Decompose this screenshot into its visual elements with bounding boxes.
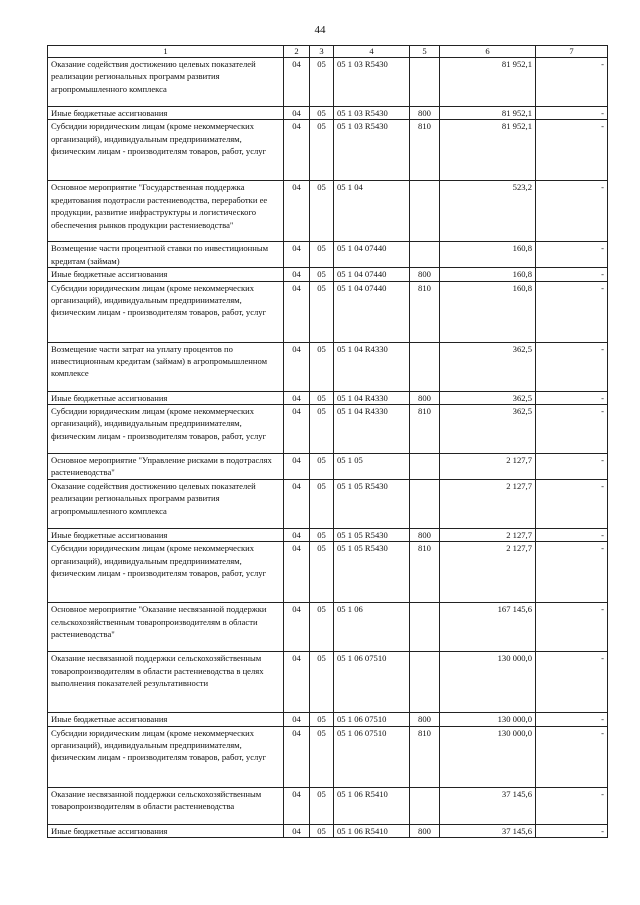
amount-value: 81 952,1 [440,107,536,120]
row-description: Иные бюджетные ассигнования [48,268,284,281]
amount-value: 130 000,0 [440,713,536,726]
column-7-value: - [536,542,608,603]
column-7-value: - [536,479,608,528]
amount-value: 81 952,1 [440,58,536,107]
column-header: 2 [284,46,310,58]
section-code: 04 [284,120,310,181]
expense-type-code: 810 [410,281,440,342]
amount-value: 167 145,6 [440,603,536,652]
table-row [48,652,608,713]
header-row [48,46,608,58]
amount-value: 130 000,0 [440,726,536,787]
column-7-value: - [536,342,608,391]
table-row [48,391,608,404]
target-article-code: 05 1 06 R5410 [334,824,410,837]
table-row [48,268,608,281]
subsection-code: 05 [310,242,334,268]
subsection-code: 05 [310,454,334,480]
amount-value: 37 145,6 [440,787,536,824]
column-7-value: - [536,391,608,404]
table-row [48,454,608,480]
section-code: 04 [284,107,310,120]
subsection-code: 05 [310,281,334,342]
amount-value: 2 127,7 [440,528,536,541]
amount-value: 160,8 [440,268,536,281]
column-header: 4 [334,46,410,58]
column-7-value: - [536,603,608,652]
column-header: 3 [310,46,334,58]
expense-type-code [410,242,440,268]
row-description: Возмещение части затрат на уплату процентов по инвестиционным кредитам (займам) в агропромышленном комплексе [48,342,284,391]
target-article-code: 05 1 04 07440 [334,242,410,268]
column-7-value: - [536,181,608,242]
section-code: 04 [284,268,310,281]
expense-type-code: 810 [410,726,440,787]
target-article-code: 05 1 03 R5430 [334,58,410,107]
expense-type-code [410,787,440,824]
expense-type-code [410,181,440,242]
target-article-code: 05 1 05 R5430 [334,542,410,603]
section-code: 04 [284,652,310,713]
column-header: 5 [410,46,440,58]
expense-type-code [410,652,440,713]
section-code: 04 [284,479,310,528]
page-number: 44 [314,24,326,36]
section-code: 04 [284,528,310,541]
subsection-code: 05 [310,528,334,541]
table-row [48,120,608,181]
target-article-code: 05 1 05 R5430 [334,479,410,528]
subsection-code: 05 [310,652,334,713]
target-article-code: 05 1 05 [334,454,410,480]
table-row [48,528,608,541]
row-description: Основное мероприятие "Оказание несвязанной поддержки сельскохозяйственным товаропроизводителям в области растениеводства" [48,603,284,652]
expense-type-code [410,479,440,528]
column-7-value: - [536,281,608,342]
expense-type-code: 810 [410,405,440,454]
row-description: Иные бюджетные ассигнования [48,107,284,120]
expense-type-code: 800 [410,528,440,541]
amount-value: 2 127,7 [440,479,536,528]
column-header: 6 [440,46,536,58]
target-article-code: 05 1 04 R4330 [334,405,410,454]
expense-type-code [410,603,440,652]
target-article-code: 05 1 04 07440 [334,268,410,281]
subsection-code: 05 [310,268,334,281]
subsection-code: 05 [310,542,334,603]
expense-type-code: 800 [410,391,440,404]
amount-value: 37 145,6 [440,824,536,837]
target-article-code: 05 1 05 R5430 [334,528,410,541]
section-code: 04 [284,542,310,603]
target-article-code: 05 1 04 R4330 [334,342,410,391]
table-row [48,342,608,391]
table-row [48,281,608,342]
column-7-value: - [536,713,608,726]
row-description: Основное мероприятие "Управление рисками в подотраслях растениеводства" [48,454,284,480]
amount-value: 523,2 [440,181,536,242]
subsection-code: 05 [310,181,334,242]
amount-value: 160,8 [440,242,536,268]
column-7-value: - [536,120,608,181]
table-body [48,58,608,838]
amount-value: 160,8 [440,281,536,342]
column-7-value: - [536,824,608,837]
expense-type-code: 810 [410,120,440,181]
target-article-code: 05 1 03 R5430 [334,107,410,120]
section-code: 04 [284,726,310,787]
column-7-value: - [536,268,608,281]
target-article-code: 05 1 06 R5410 [334,787,410,824]
subsection-code: 05 [310,405,334,454]
subsection-code: 05 [310,713,334,726]
row-description: Субсидии юридическим лицам (кроме некоммерческих организаций), индивидуальным предпринимателям, физическим лицам - производителям товаров, работ, услуг [48,542,284,603]
column-header: 1 [48,46,284,58]
row-description: Субсидии юридическим лицам (кроме некоммерческих организаций), индивидуальным предпринимателям, физическим лицам - производителям товаров, работ, услуг [48,120,284,181]
section-code: 04 [284,391,310,404]
budget-table [47,45,608,838]
table-row [48,181,608,242]
amount-value: 130 000,0 [440,652,536,713]
column-7-value: - [536,787,608,824]
table-row [48,542,608,603]
row-description: Субсидии юридическим лицам (кроме некоммерческих организаций), индивидуальным предпринимателям, физическим лицам - производителям товаров, работ, услуг [48,726,284,787]
target-article-code: 05 1 06 07510 [334,652,410,713]
subsection-code: 05 [310,479,334,528]
table-row [48,58,608,107]
target-article-code: 05 1 06 07510 [334,713,410,726]
expense-type-code [410,342,440,391]
section-code: 04 [284,454,310,480]
table-row [48,713,608,726]
subsection-code: 05 [310,58,334,107]
section-code: 04 [284,603,310,652]
subsection-code: 05 [310,726,334,787]
row-description: Оказание содействия достижению целевых показателей реализации региональных программ развития агропромышленного комплекса [48,479,284,528]
row-description: Возмещение части процентной ставки по инвестиционным кредитам (займам) [48,242,284,268]
subsection-code: 05 [310,120,334,181]
column-7-value: - [536,726,608,787]
column-7-value: - [536,107,608,120]
table-row [48,603,608,652]
section-code: 04 [284,181,310,242]
section-code: 04 [284,58,310,107]
subsection-code: 05 [310,603,334,652]
target-article-code: 05 1 04 R4330 [334,391,410,404]
table-row [48,242,608,268]
expense-type-code: 810 [410,542,440,603]
subsection-code: 05 [310,342,334,391]
target-article-code: 05 1 06 07510 [334,726,410,787]
row-description: Иные бюджетные ассигнования [48,713,284,726]
section-code: 04 [284,281,310,342]
subsection-code: 05 [310,107,334,120]
table-row [48,107,608,120]
row-description: Иные бюджетные ассигнования [48,824,284,837]
expense-type-code: 800 [410,107,440,120]
section-code: 04 [284,405,310,454]
expense-type-code [410,454,440,480]
amount-value: 362,5 [440,391,536,404]
target-article-code: 05 1 04 07440 [334,281,410,342]
section-code: 04 [284,787,310,824]
expense-type-code [410,58,440,107]
section-code: 04 [284,713,310,726]
row-description: Иные бюджетные ассигнования [48,528,284,541]
column-7-value: - [536,454,608,480]
row-description: Оказание содействия достижению целевых показателей реализации региональных программ развития агропромышленного комплекса [48,58,284,107]
table-row [48,405,608,454]
amount-value: 81 952,1 [440,120,536,181]
row-description: Иные бюджетные ассигнования [48,391,284,404]
amount-value: 362,5 [440,405,536,454]
expense-type-code: 800 [410,824,440,837]
subsection-code: 05 [310,787,334,824]
row-description: Оказание несвязанной поддержки сельскохозяйственным товаропроизводителям в области растениеводства в целях выполнения показателей результативности [48,652,284,713]
column-7-value: - [536,405,608,454]
column-header: 7 [536,46,608,58]
table-row [48,787,608,824]
target-article-code: 05 1 06 [334,603,410,652]
row-description: Оказание несвязанной поддержки сельскохозяйственным товаропроизводителям в области растениеводства [48,787,284,824]
section-code: 04 [284,824,310,837]
amount-value: 362,5 [440,342,536,391]
target-article-code: 05 1 03 R5430 [334,120,410,181]
row-description: Субсидии юридическим лицам (кроме некоммерческих организаций), индивидуальным предпринимателям, физическим лицам - производителям товаров, работ, услуг [48,405,284,454]
section-code: 04 [284,242,310,268]
row-description: Субсидии юридическим лицам (кроме некоммерческих организаций), индивидуальным предпринимателям, физическим лицам - производителям товаров, работ, услуг [48,281,284,342]
row-description: Основное мероприятие "Государственная поддержка кредитования подотрасли растениеводства, переработки ее продукции, развитие инфраструктуры и логистического обеспечения рынков продукции растениеводства" [48,181,284,242]
column-7-value: - [536,652,608,713]
column-7-value: - [536,528,608,541]
section-code: 04 [284,342,310,391]
amount-value: 2 127,7 [440,454,536,480]
subsection-code: 05 [310,391,334,404]
subsection-code: 05 [310,824,334,837]
column-7-value: - [536,58,608,107]
table-row [48,726,608,787]
expense-type-code: 800 [410,268,440,281]
expense-type-code: 800 [410,713,440,726]
table-row [48,479,608,528]
amount-value: 2 127,7 [440,542,536,603]
table-row [48,824,608,837]
column-7-value: - [536,242,608,268]
target-article-code: 05 1 04 [334,181,410,242]
